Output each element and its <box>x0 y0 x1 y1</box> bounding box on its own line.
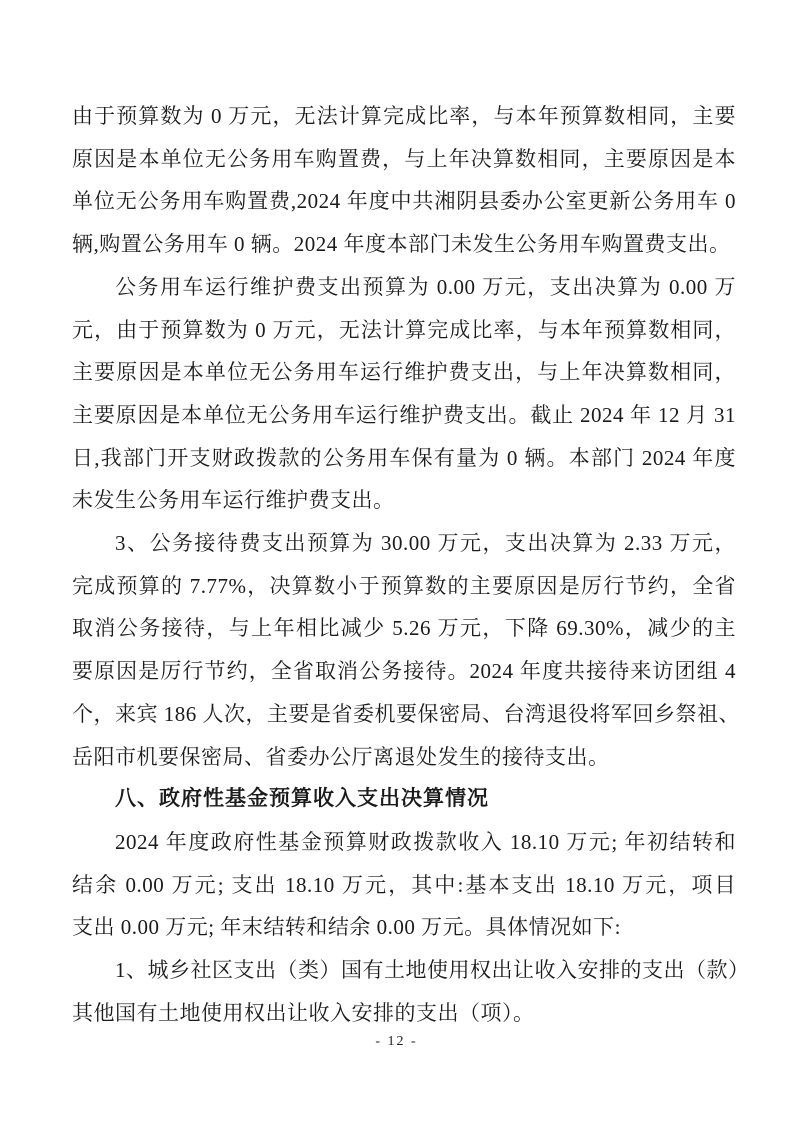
paragraph-vehicle-maintenance <box>72 266 736 522</box>
page-number: - 12 - <box>375 1034 418 1049</box>
text-line: 元，由于预算数为 0 万元，无法计算完成比率，与本年预算数相同， <box>72 317 736 342</box>
text-line: 由于预算数为 0 万元，无法计算完成比率，与本年预算数相同，主要 <box>72 104 736 128</box>
paragraph-official-reception <box>72 522 740 778</box>
paragraph-urban-rural-community-expense <box>72 949 750 1034</box>
text-line: 支出 0.00 万元; 年末结转和结余 0.00 万元。具体情况如下: <box>72 915 621 940</box>
text-line: 取消公务接待，与上年相比减少 5.26 万元，下降 69.30%，减少的主 <box>72 616 736 641</box>
text-line: 1、城乡社区支出（类）国有土地使用权出让收入安排的支出（款） <box>115 958 750 983</box>
paragraph-government-fund-summary <box>72 821 736 949</box>
page-footer <box>0 1033 793 1051</box>
section-heading-government-funds <box>72 778 736 821</box>
text-line: 公务用车运行维护费支出预算为 0.00 万元，支出决算为 0.00 万 <box>115 274 736 299</box>
text-line: 原因是本单位无公务用车购置费，与上年决算数相同，主要原因是本 <box>72 146 736 171</box>
text-line: 要原因是厉行节约，全省取消公务接待。2024 年度共接待来访团组 4 <box>72 659 736 684</box>
text-line: 单位无公务用车购置费,2024 年度中共湘阴县委办公室更新公务用车 0 <box>72 189 736 214</box>
text-line: 辆,购置公务用车 0 辆。2024 年度本部门未发生公务用车购置费支出。 <box>72 232 731 257</box>
text-line: 结余 0.00 万元; 支出 18.10 万元，其中:基本支出 18.10 万元，项目 <box>72 872 736 897</box>
text-line: 3、公务接待费支出预算为 30.00 万元，支出决算为 2.33 万元， <box>115 531 736 556</box>
text-line: 2024 年度政府性基金预算财政拨款收入 18.10 万元; 年初结转和 <box>115 829 736 854</box>
paragraph-vehicle-purchase <box>72 95 736 266</box>
document-content <box>72 95 750 1034</box>
text-line: 主要原因是本单位无公务用车运行维护费支出。截止 2024 年 12 月 31 <box>72 402 736 427</box>
text-line: 岳阳市机要保密局、省委办公厅离退处发生的接待支出。 <box>72 744 610 769</box>
text-line: 未发生公务用车运行维护费支出。 <box>72 488 395 513</box>
heading-text-line: 八、政府性基金预算收入支出决算情况 <box>115 787 489 811</box>
text-line: 主要原因是本单位无公务用车运行维护费支出，与上年决算数相同， <box>72 360 736 385</box>
text-line: 完成预算的 7.77%，决算数小于预算数的主要原因是厉行节约，全省 <box>72 573 736 598</box>
text-line: 其他国有土地使用权出让收入安排的支出（项）。 <box>72 1000 535 1025</box>
text-line: 日,我部门开支财政拨款的公务用车保有量为 0 辆。本部门 2024 年度 <box>72 445 736 470</box>
text-line: 个，来宾 186 人次，主要是省委机要保密局、台湾退役将军回乡祭祖、 <box>72 701 740 726</box>
